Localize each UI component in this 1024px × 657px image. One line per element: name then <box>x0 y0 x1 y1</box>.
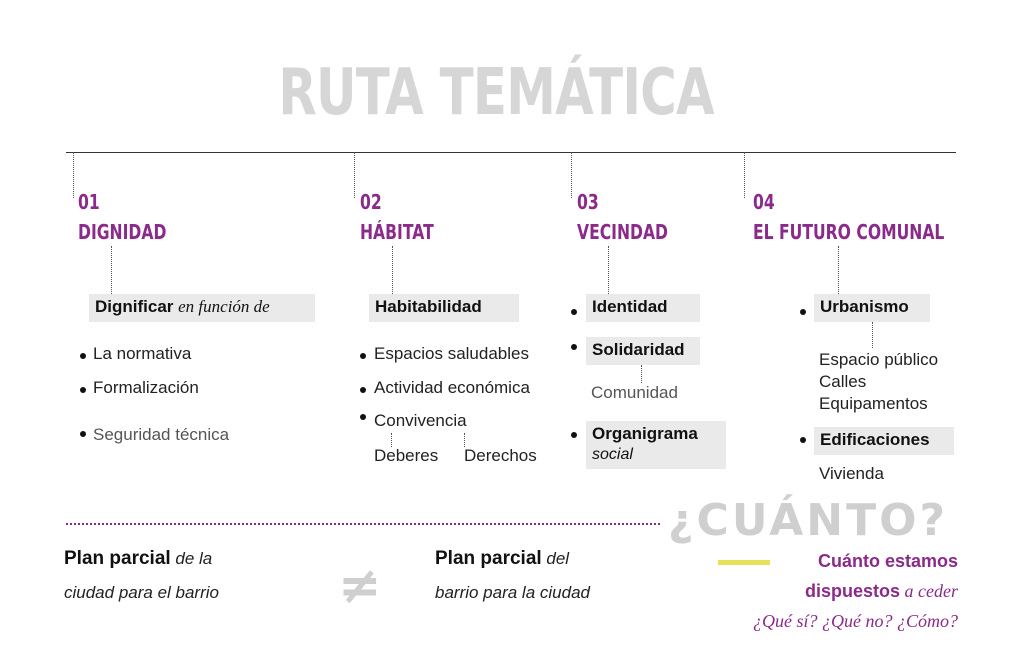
question-line3 <box>753 611 958 632</box>
highlight-bold: Solidaridad <box>592 340 685 359</box>
connector-line <box>391 433 392 447</box>
section-heading: EL FUTURO COMUNAL <box>753 220 945 244</box>
list-item: Espacios saludables <box>374 344 529 363</box>
bullet-icon <box>80 387 86 393</box>
bullet-icon <box>360 387 366 393</box>
dotted-divider <box>66 523 660 525</box>
connector-line <box>354 152 355 198</box>
connector-line <box>111 246 112 294</box>
plan-left-line2: ciudad para el barrio <box>64 583 219 602</box>
highlight-box <box>814 294 930 322</box>
section-heading: VECINDAD <box>577 220 669 244</box>
bullet-icon <box>360 414 366 420</box>
highlight-box <box>369 294 519 322</box>
bullet-icon <box>571 432 577 438</box>
sub-item: Vivienda <box>819 464 884 483</box>
section-heading: HÁBITAT <box>360 220 434 244</box>
bullet-icon <box>80 431 86 437</box>
list-item: Actividad económica <box>374 378 530 397</box>
plan-left-rest: de la <box>170 549 213 568</box>
highlight-italic: social <box>592 446 633 463</box>
highlight-box <box>586 294 700 322</box>
yellow-accent-bar <box>718 560 770 565</box>
highlight-box <box>586 421 726 469</box>
connector-line <box>571 152 572 198</box>
bullet-icon <box>80 353 86 359</box>
section-number: 02 <box>360 190 382 214</box>
sub-item: Espacio público <box>819 350 939 369</box>
connector-line <box>464 433 465 447</box>
section-number: 04 <box>753 190 775 214</box>
bullet-icon <box>800 309 806 315</box>
section-number: 03 <box>577 190 599 214</box>
highlight-bold: Habitabilidad <box>375 297 482 316</box>
question-line2 <box>805 581 958 602</box>
plan-right-line2: barrio para la ciudad <box>435 583 590 602</box>
not-equal-icon: ≠ <box>338 556 382 616</box>
plan-right <box>435 542 590 610</box>
highlight-bold: Dignificar <box>95 297 174 316</box>
connector-line <box>838 246 839 294</box>
plan-right-bold: Plan parcial <box>435 548 542 569</box>
section-number: 01 <box>78 190 100 214</box>
list-item: Formalización <box>93 378 199 397</box>
question-line3-text: ¿Qué sí? ¿Qué no? ¿Cómo? <box>753 611 958 631</box>
top-divider <box>66 152 956 153</box>
plan-right-rest: del <box>541 549 570 568</box>
question-line2-bold: dispuestos <box>804 581 901 601</box>
bullet-icon <box>800 437 806 443</box>
question-title: ¿CUÁNTO? <box>668 495 949 546</box>
connector-line <box>872 322 873 348</box>
plan-left <box>64 542 219 610</box>
plan-left-bold: Plan parcial <box>64 548 171 569</box>
connector-line <box>608 246 609 294</box>
list-item: La normativa <box>93 344 192 363</box>
highlight-bold: Edificaciones <box>820 430 930 449</box>
highlight-italic: en función de <box>178 297 270 316</box>
sub-item: Derechos <box>464 446 537 465</box>
connector-line <box>744 152 745 198</box>
connector-line <box>392 246 393 294</box>
sub-item: Deberes <box>374 446 439 465</box>
sub-item: Calles <box>819 372 867 391</box>
question-line1-text: Cuánto estamos <box>817 551 958 571</box>
highlight-bold: Identidad <box>592 297 668 316</box>
highlight-bold: Organigrama <box>592 424 698 443</box>
connector-line <box>641 365 642 383</box>
question-line2-italic: a ceder <box>900 581 958 601</box>
sub-item: Equipamentos <box>819 394 928 413</box>
page-title: RUTA TEMÁTICA <box>278 56 714 130</box>
highlight-box <box>814 427 954 455</box>
connector-line <box>73 152 74 198</box>
question-line1 <box>818 551 958 572</box>
section-heading: DIGNIDAD <box>78 220 167 244</box>
bullet-icon <box>360 353 366 359</box>
list-item: Convivencia <box>374 411 467 430</box>
sub-item: Comunidad <box>591 383 678 402</box>
highlight-box <box>586 337 700 365</box>
highlight-bold: Urbanismo <box>820 297 909 316</box>
bullet-icon <box>571 344 577 350</box>
highlight-box <box>89 294 315 322</box>
bullet-icon <box>571 309 577 315</box>
list-item: Seguridad técnica <box>93 425 230 444</box>
